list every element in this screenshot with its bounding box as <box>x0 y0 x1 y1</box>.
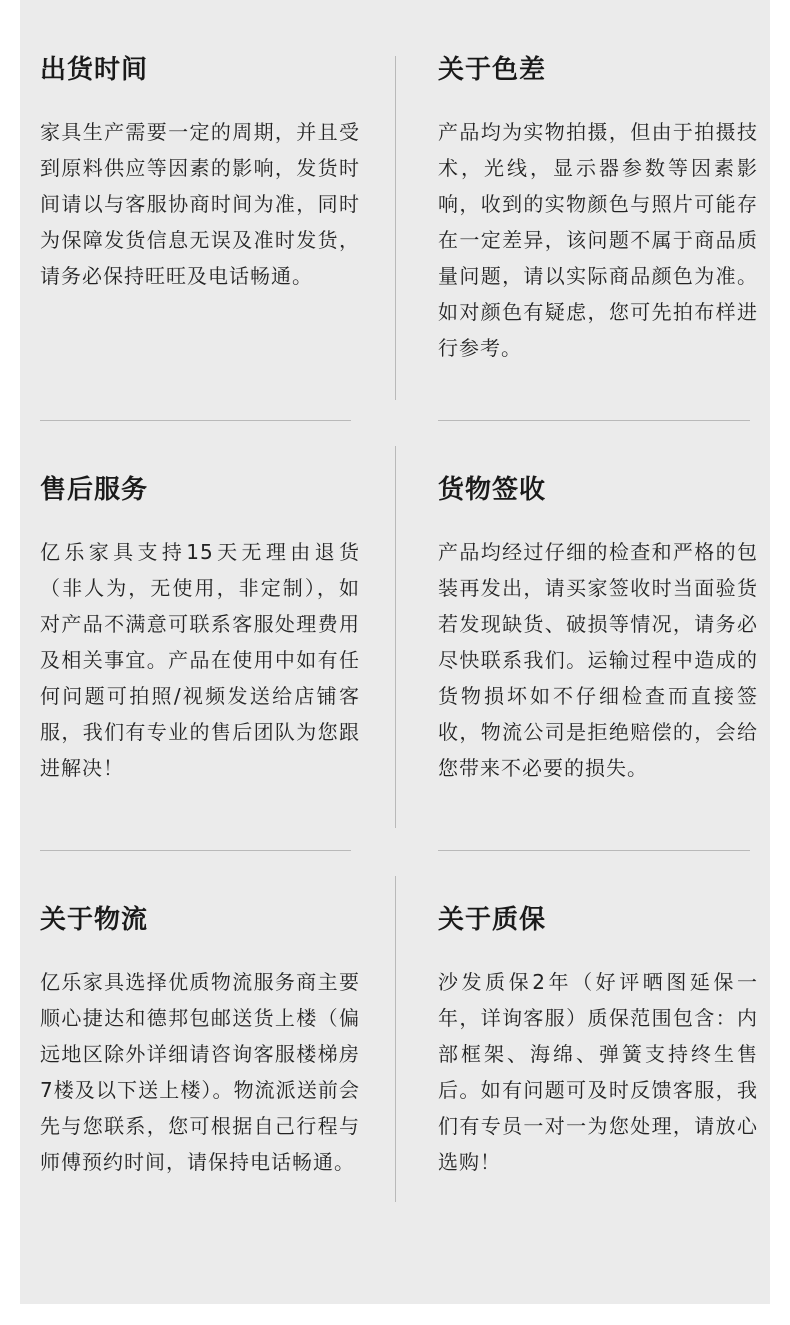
info-panel <box>20 0 770 1304</box>
section-body: 亿乐家具选择优质物流服务商主要顺心捷达和德邦包邮送货上楼（偏远地区除外详细请咨询客服楼梯房7楼及以下送上楼）。物流派送前会先与您联系，您可根据自己行程与师傅预约时间，请保持电话畅通。 <box>40 970 360 1174</box>
section-shipping-time <box>40 52 360 294</box>
section-body: 沙发质保2年（好评晒图延保一年，详询客服）质保范围包含：内部框架、海绵、弹簧支持终生售后。如有问题可及时反馈客服，我们有专员一对一为您处理，请放心选购！ <box>438 970 758 1174</box>
section-title: 关于物流 <box>40 905 149 935</box>
section-title: 售后服务 <box>40 475 149 505</box>
row-divider <box>438 850 750 851</box>
section-title: 关于质保 <box>438 905 547 935</box>
section-after-sales <box>40 472 360 786</box>
row-divider <box>40 420 351 421</box>
section-goods-receipt <box>438 472 758 786</box>
section-body: 家具生产需要一定的周期，并且受到原料供应等因素的影响，发货时间请以与客服协商时间为准，同时为保障发货信息无误及准时发货，请务必保持旺旺及电话畅通。 <box>40 120 360 288</box>
row-divider <box>438 420 750 421</box>
section-color-difference <box>438 52 758 366</box>
section-body: 亿乐家具支持15天无理由退货（非人为，无使用，非定制），如对产品不满意可联系客服处理费用及相关事宜。产品在使用中如有任何问题可拍照/视频发送给店铺客服，我们有专业的售后团队为您跟进解决！ <box>40 540 360 780</box>
section-title: 出货时间 <box>40 55 149 85</box>
column-divider <box>395 876 396 1202</box>
section-warranty <box>438 902 758 1180</box>
section-body: 产品均经过仔细的检查和严格的包装再发出，请买家签收时当面验货若发现缺货、破损等情况，请务必尽快联系我们。运输过程中造成的货物损坏如不仔细检查而直接签收，物流公司是拒绝赔偿的，会给您带来不必要的损失。 <box>438 540 758 780</box>
section-logistics <box>40 902 360 1180</box>
row-divider <box>40 850 351 851</box>
section-body: 产品均为实物拍摄，但由于拍摄技术，光线，显示器参数等因素影响，收到的实物颜色与照片可能存在一定差异，该问题不属于商品质量问题，请以实际商品颜色为准。如对颜色有疑虑，您可先拍布样进行参考。 <box>438 120 758 360</box>
column-divider <box>395 56 396 400</box>
section-title: 关于色差 <box>438 55 547 85</box>
section-title: 货物签收 <box>438 475 547 505</box>
column-divider <box>395 446 396 828</box>
